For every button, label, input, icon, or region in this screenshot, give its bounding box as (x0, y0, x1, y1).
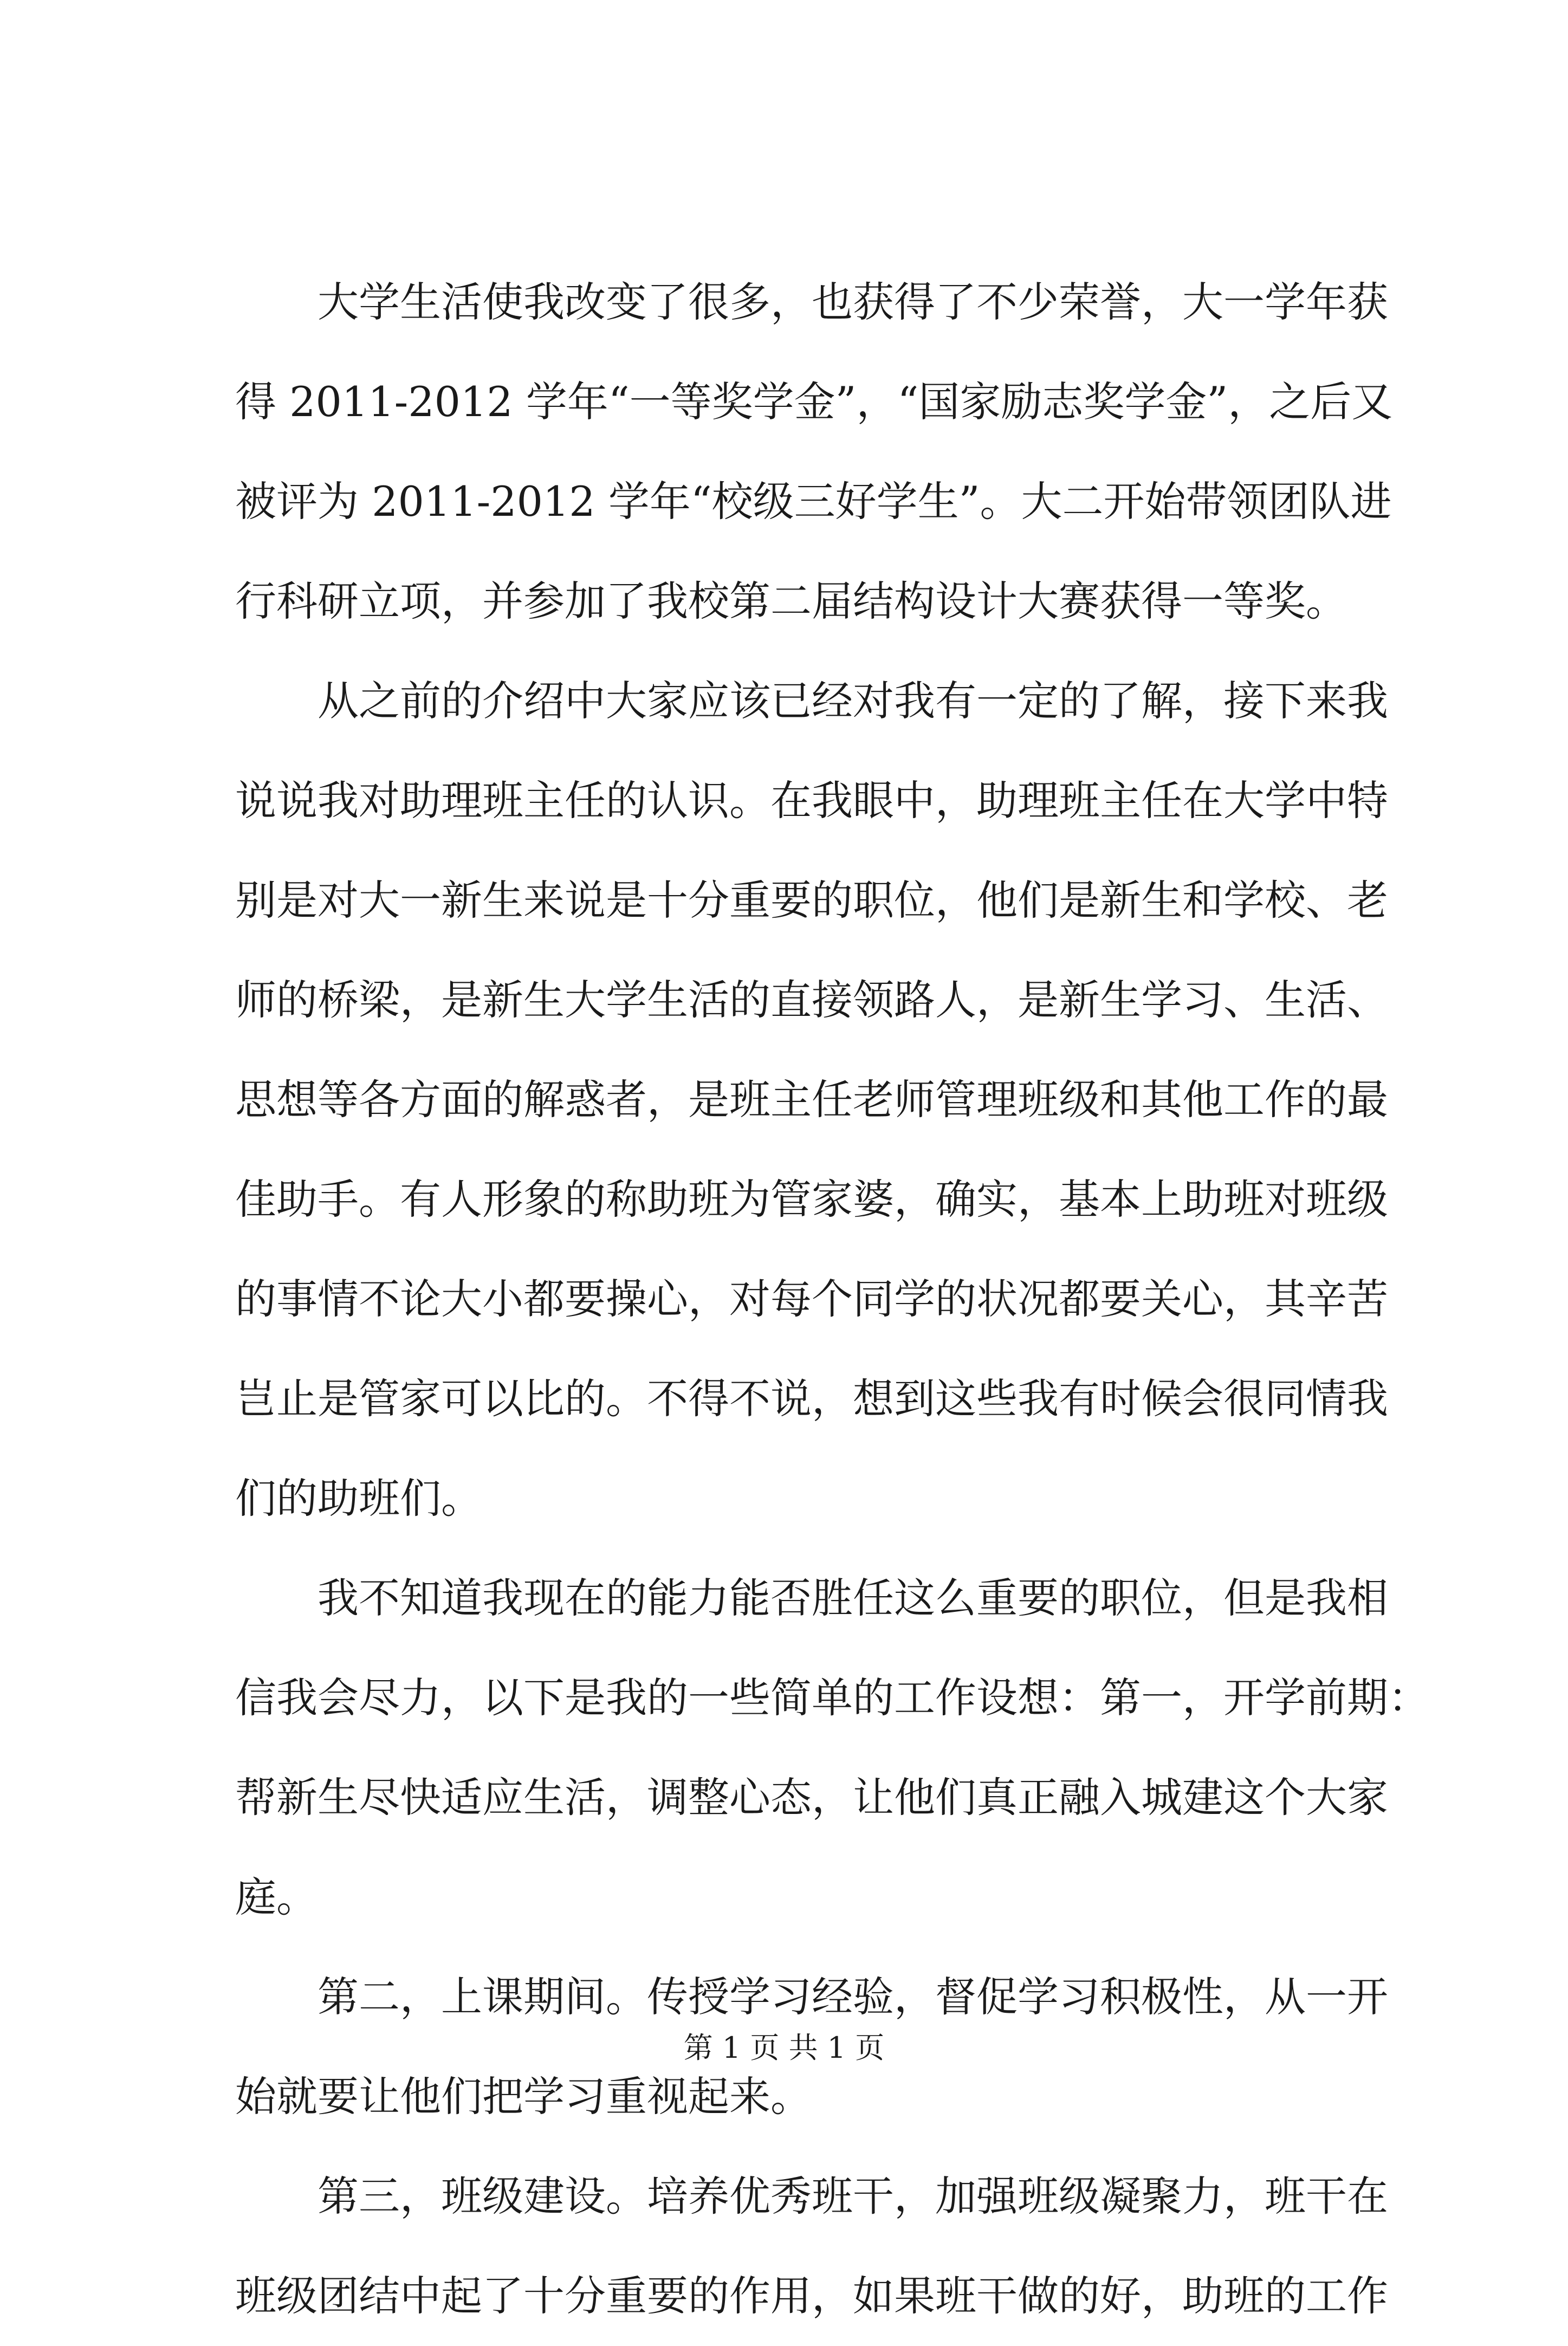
text-line: 始就要让他们把学习重视起来。 (235, 2072, 812, 2121)
text-line: 师的桥梁，是新生大学生活的直接领路人，是新生学习、生活、 (235, 976, 1388, 1024)
text-line: 第三，班级建设。培养优秀班干，加强班级凝聚力，班干在 (318, 2172, 1388, 2220)
text-line: 说说我对助理班主任的认识。在我眼中，助理班主任在大学中特 (235, 776, 1388, 825)
text-line: 信我会尽力，以下是我的一些简单的工作设想：第一，开学前期： (235, 1674, 1429, 1722)
text-line: 大学生活使我改变了很多，也获得了不少荣誉，大一学年获 (318, 278, 1388, 326)
text-line: 别是对大一新生来说是十分重要的职位，他们是新生和学校、老 (235, 876, 1388, 924)
text-line: 佳助手。有人形象的称助班为管家婆，确实，基本上助班对班级 (235, 1175, 1388, 1223)
text-line: 第二，上课期间。传授学习经验，督促学习积极性，从一开 (318, 1973, 1388, 2021)
text-line: 班级团结中起了十分重要的作用，如果班干做的好，助班的工作 (235, 2272, 1388, 2320)
text-line: 被评为 2011-2012 学年“校级三好学生”。大二开始带领团队进 (235, 477, 1392, 526)
text-line: 岂止是管家可以比的。不得不说，想到这些我有时候会很同情我 (235, 1375, 1388, 1423)
text-line: 们的助班们。 (235, 1474, 482, 1522)
text-line: 帮新生尽快适应生活，调整心态，让他们真正融入城建这个大家 (235, 1773, 1388, 1822)
text-line: 得 2011-2012 学年“一等奖学金”，“国家励志奖学金”，之后又 (235, 378, 1393, 426)
text-line: 庭。 (235, 1873, 318, 1921)
text-line: 行科研立项，并参加了我校第二届结构设计大赛获得一等奖。 (235, 577, 1347, 625)
text-line: 我不知道我现在的能力能否胜任这么重要的职位，但是我相 (318, 1574, 1388, 1622)
page-footer: 第 1 页 共 1 页 (683, 2031, 885, 2065)
text-line: 从之前的介绍中大家应该已经对我有一定的了解，接下来我 (318, 677, 1388, 725)
text-line: 的事情不论大小都要操心，对每个同学的状况都要关心，其辛苦 (235, 1275, 1388, 1323)
text-line: 思想等各方面的解惑者，是班主任老师管理班级和其他工作的最 (235, 1075, 1388, 1124)
